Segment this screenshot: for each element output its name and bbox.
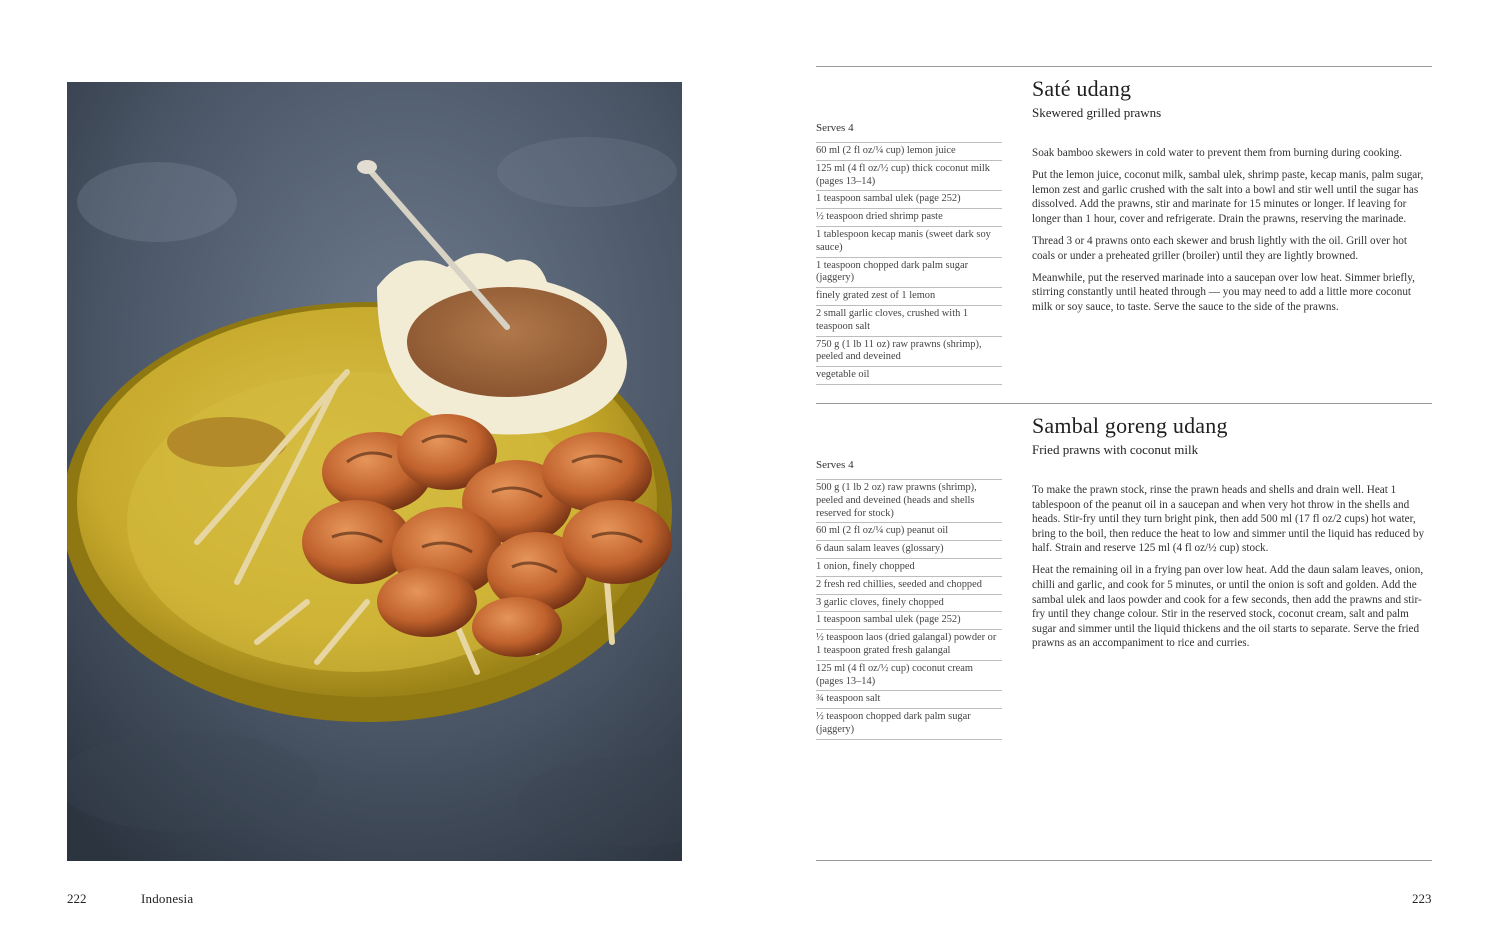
ingredient-item: finely grated zest of 1 lemon <box>816 287 1002 305</box>
bottom-rule <box>816 860 1432 861</box>
ingredient-list <box>816 479 1002 740</box>
right-page-number: 223 <box>1412 891 1432 906</box>
ingredient-item: ½ teaspoon dried shrimp paste <box>816 208 1002 226</box>
ingredient-item: 60 ml (2 fl oz/¼ cup) peanut oil <box>816 522 1002 540</box>
ingredient-item: ½ teaspoon laos (dried galangal) powder or 1 teaspoon grated fresh galangal <box>816 629 1002 660</box>
recipe-serves: Serves 4 <box>816 122 854 134</box>
ingredient-item: 750 g (1 lb 11 oz) raw prawns (shrimp), peeled and deveined <box>816 336 1002 367</box>
ingredient-item: ¾ teaspoon salt <box>816 690 1002 708</box>
method-step: Soak bamboo skewers in cold water to prevent them from burning during cooking. <box>1032 147 1403 159</box>
top-rule <box>816 66 1432 67</box>
ingredient-item: 1 teaspoon sambal ulek (page 252) <box>816 190 1002 208</box>
ingredient-item: 500 g (1 lb 2 oz) raw prawns (shrimp), peeled and deveined (heads and shells reserved for stock) <box>816 479 1002 522</box>
method-step: Meanwhile, put the reserved marinade into a saucepan over low heat. Simmer briefly, stirring constantly until heated through — you may need to add a little more coconut milk or soy sauce, to taste. Serve the sauce to the side of the prawns. <box>1032 271 1415 313</box>
ingredient-item: 3 garlic cloves, finely chopped <box>816 594 1002 612</box>
ingredient-item: 2 fresh red chillies, seeded and chopped <box>816 576 1002 594</box>
ingredient-item: ½ teaspoon chopped dark palm sugar (jaggery) <box>816 708 1002 740</box>
method <box>1032 483 1426 659</box>
section-running-head: Indonesia <box>141 891 194 906</box>
recipe-subtitle: Fried prawns with coconut milk <box>1032 442 1199 457</box>
ingredient-item: 2 small garlic cloves, crushed with 1 teaspoon salt <box>816 305 1002 336</box>
ingredient-item: 1 tablespoon kecap manis (sweet dark soy sauce) <box>816 226 1002 257</box>
recipe-serves: Serves 4 <box>816 459 854 471</box>
ingredient-item: 1 onion, finely chopped <box>816 558 1002 576</box>
method-step: Put the lemon juice, coconut milk, sambal ulek, shrimp paste, kecap manis, palm sugar, lemon zest and garlic crushed with the salt into a bowl and stir well until the sugar has dissolved. Add the prawns, stir and marinate for 15 minutes or longer. If leaving for longer than 1 hour, cover and refrigerate. Drain the prawns, reserving the marinade. <box>1032 169 1424 225</box>
ingredient-item: 125 ml (4 fl oz/½ cup) thick coconut milk (pages 13–14) <box>816 160 1002 191</box>
method-step: Thread 3 or 4 prawns onto each skewer and brush lightly with the oil. Grill over hot coals or under a preheated griller (broiler) until they are lightly browned. <box>1032 234 1408 262</box>
ingredient-item: vegetable oil <box>816 366 1002 385</box>
middle-rule <box>816 403 1432 404</box>
method-step: Heat the remaining oil in a frying pan over low heat. Add the daun salam leaves, onion, chilli and garlic, and cook for 5 minutes, or until the onion is soft and golden. Add the sambal ulek and laos powder and cook for a few seconds, then add the prawns and stir-fry until they change colour. Stir in the reserved stock, coconut cream, salt and palm sugar and simmer until the liquid thickens and the oil starts to separate. Serve the fried prawns as an accompaniment to rice and curries. <box>1032 564 1424 650</box>
ingredient-item: 6 daun salam leaves (glossary) <box>816 540 1002 558</box>
ingredient-item: 125 ml (4 fl oz/½ cup) coconut cream (pages 13–14) <box>816 660 1002 691</box>
method-step: To make the prawn stock, rinse the prawn heads and shells and drain well. Heat 1 tablespoon of the peanut oil in a saucepan and when very hot throw in the shells and heads. Stir-fry until they turn bright pink, then add 500 ml (17 fl oz/2 cups) hot water, bring to the boil, then reduce the heat to low and simmer until the liquid has reduced by half. Strain and reserve 125 ml (4 fl oz/½ cup) stock. <box>1032 484 1425 555</box>
left-page-number: 222 <box>67 891 87 906</box>
ingredient-item: 1 teaspoon chopped dark palm sugar (jaggery) <box>816 257 1002 288</box>
recipe-title: Sambal goreng udang <box>1032 413 1228 438</box>
satay-prawns-photo <box>67 82 682 861</box>
ingredient-list <box>816 142 1002 385</box>
method <box>1032 146 1426 322</box>
recipe-subtitle: Skewered grilled prawns <box>1032 105 1162 120</box>
ingredient-item: 60 ml (2 fl oz/¼ cup) lemon juice <box>816 142 1002 160</box>
recipe-title: Saté udang <box>1032 76 1132 101</box>
ingredient-item: 1 teaspoon sambal ulek (page 252) <box>816 611 1002 629</box>
